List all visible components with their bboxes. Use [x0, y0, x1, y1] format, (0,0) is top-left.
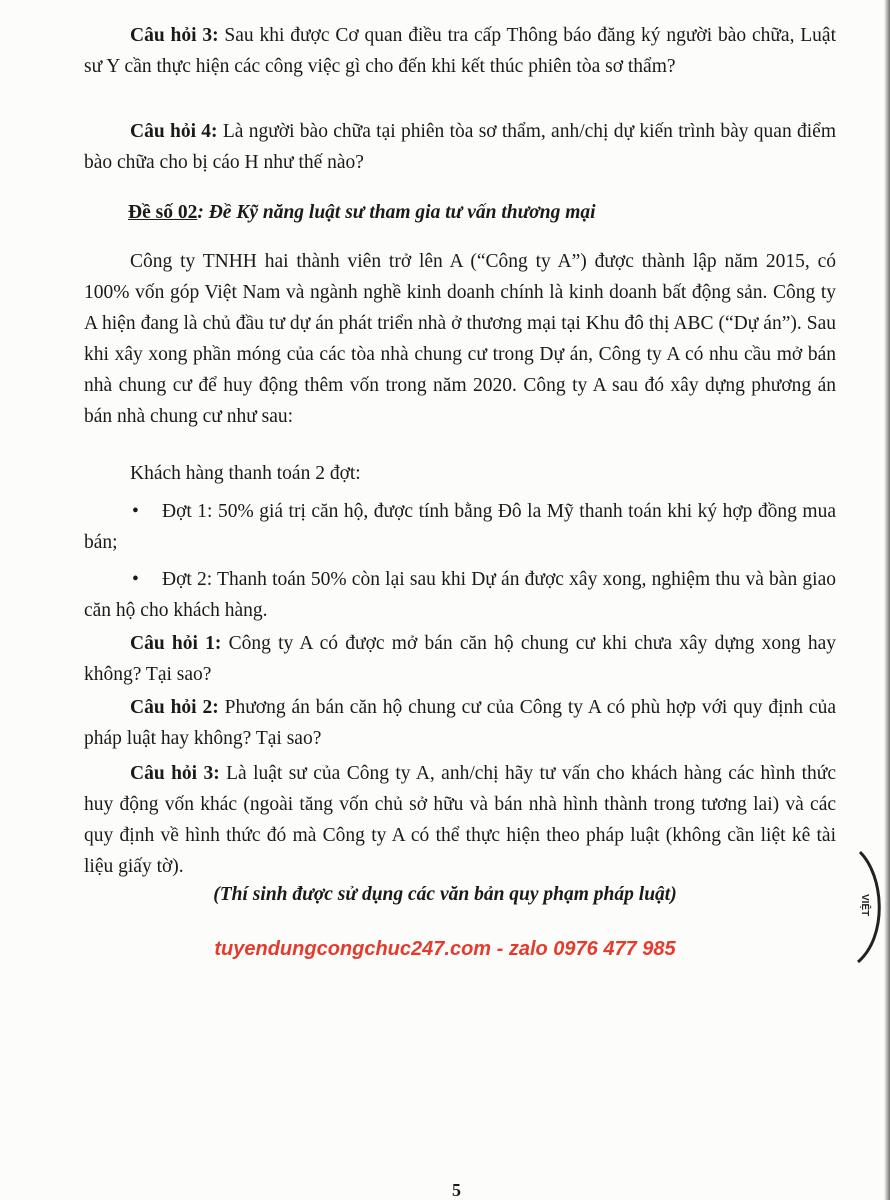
payment-intro: Khách hàng thanh toán 2 đợt:	[130, 463, 361, 484]
question-text: Sau khi được Cơ quan điều tra cấp Thông báo đăng ký người bào chữa, Luật sư Y cần thực hiện các công việc gì cho đến khi kết thúc phiên tòa sơ thẩm?	[84, 25, 837, 77]
bullet-text: Đợt 1: 50% giá trị căn hộ, được tính bằng Đô la Mỹ thanh toán khi ký hợp đồng mua bán;	[84, 501, 836, 553]
question-text: Công ty A có được mở bán căn hộ chung cư khi chưa xây dựng xong hay không? Tại sao?	[84, 633, 837, 685]
question-label: Câu hỏi 2:	[130, 697, 219, 718]
section-heading	[128, 202, 596, 224]
bullet-dot: •	[132, 569, 139, 590]
question-4-prev-section	[84, 116, 836, 178]
question-text: Là luật sư của Công ty A, anh/chị hãy tư vấn cho khách hàng các hình thức huy động vốn khác (ngoài tăng vốn chủ sở hữu và bán nhà hình thành trong tương lai) và các quy định về hình thức đó mà Công ty A có thể thực hiện theo pháp luật (không cần liệt kê tài liệu giấy tờ).	[84, 763, 836, 877]
bullet-text: Đợt 2: Thanh toán 50% còn lại sau khi Dự án được xây xong, nghiệm thu và bàn giao căn hộ cho khách hàng.	[84, 569, 836, 621]
section-heading-prefix: Đề số 02	[128, 202, 198, 223]
exam-note: (Thí sinh được sử dụng các văn bản quy phạm pháp luật)	[213, 884, 677, 905]
page-edge-shadow	[884, 0, 890, 1200]
stamp-lettering: VIỆT	[859, 894, 870, 917]
question-label: Câu hỏi 3:	[130, 25, 219, 46]
bullet-dot: •	[132, 501, 139, 522]
question-text: Phương án bán căn hộ chung cư của Công ty A có phù hợp với quy định của pháp luật hay không? Tại sao?	[84, 697, 836, 749]
question-3	[84, 758, 836, 882]
case-description: Công ty TNHH hai thành viên trở lên A (“Công ty A”) được thành lập năm 2015, có 100% vốn góp Việt Nam và ngành nghề kinh doanh chính là kinh doanh bất động sản. Công ty A hiện đang là chủ đầu tư dự án phát triển nhà ở thương mại tại Khu đô thị ABC (“Dự án”). Sau khi xây xong phần móng của các tòa nhà chung cư trong Dự án, Công ty A có nhu cầu mở bán nhà chung cư để huy động thêm vốn trong năm 2020. Công ty A sau đó xây dựng phương án bán nhà chung cư như sau:	[84, 251, 836, 427]
section-heading-colon: :	[197, 202, 209, 223]
bullet-item	[84, 496, 836, 558]
bullet-item	[84, 564, 836, 626]
stamp-icon	[832, 846, 890, 966]
question-3-prev-section	[84, 20, 836, 82]
question-2	[84, 692, 836, 754]
watermark-text: tuyendungcongchuc247.com - zalo 0976 477 985	[214, 938, 676, 960]
page-number: 5	[452, 1180, 461, 1200]
section-heading-title: Đề Kỹ năng luật sư tham gia tư vấn thương mại	[208, 202, 596, 223]
question-label: Câu hỏi 3:	[130, 763, 220, 784]
question-label: Câu hỏi 4:	[130, 121, 218, 142]
question-1	[84, 628, 836, 690]
question-label: Câu hỏi 1:	[130, 633, 222, 654]
question-text: Là người bào chữa tại phiên tòa sơ thẩm, anh/chị dự kiến trình bày quan điểm bào chữa cho bị cáo H như thế nào?	[84, 121, 836, 173]
